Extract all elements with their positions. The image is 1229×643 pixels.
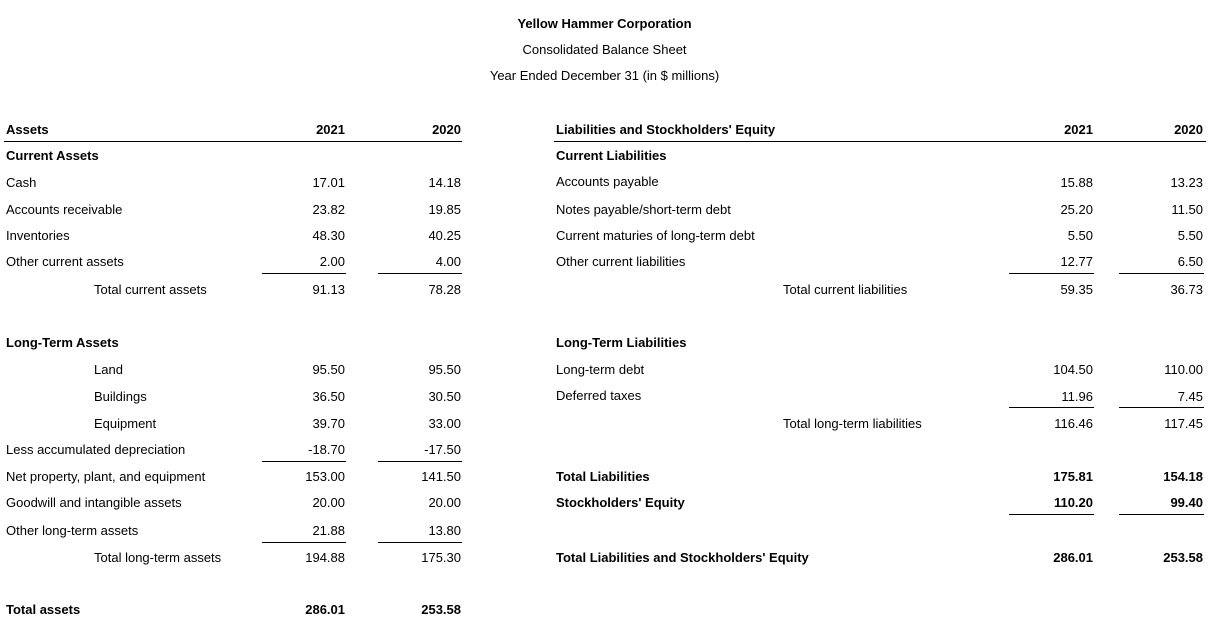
statement-period: Year Ended December 31 (in $ millions): [489, 68, 720, 83]
liability-value-2021: 15.88: [1060, 175, 1093, 190]
asset-value-2021: 2.00: [319, 254, 345, 269]
asset-label: Other current assets: [6, 254, 124, 269]
asset-value-2020: 175.30: [421, 550, 461, 565]
current-liabilities-heading: Current Liabilities: [556, 148, 667, 163]
asset-value-2020: 14.18: [428, 175, 461, 190]
subtotal-rule: [1009, 273, 1094, 274]
asset-value-2021: 48.30: [312, 228, 345, 243]
liability-value-2020: 6.50: [1177, 254, 1203, 269]
liability-label: Other current liabilities: [556, 254, 686, 269]
assets-year-2021: 2021: [316, 122, 345, 137]
subtotal-rule: [1119, 514, 1204, 515]
liability-value-2020: 36.73: [1170, 282, 1203, 297]
asset-value-2020: 30.50: [428, 389, 461, 404]
asset-value-2021: 153.00: [305, 469, 345, 484]
assets-year-2020: 2020: [432, 122, 461, 137]
subtotal-rule: [378, 542, 462, 543]
liability-value-2020: 7.45: [1177, 389, 1203, 404]
liability-value-2021: 11.96: [1061, 389, 1093, 404]
asset-value-2021: 39.70: [312, 416, 345, 431]
subtotal-rule: [378, 461, 462, 462]
asset-value-2020: 4.00: [435, 254, 461, 269]
assets-heading: Assets: [6, 122, 49, 137]
asset-value-2020: 13.80: [428, 523, 461, 538]
asset-label: Net property, plant, and equipment: [6, 469, 206, 484]
subtotal-rule: [1009, 407, 1094, 408]
asset-label: Cash: [6, 175, 37, 190]
stockholders-equity-2020: 99.40: [1170, 495, 1203, 510]
asset-value-2020: -17.50: [424, 442, 461, 457]
liability-subtotal-label: Total long-term liabilities: [783, 416, 922, 431]
liability-subtotal-label: Total current liabilities: [783, 282, 908, 297]
total-assets-2021: 286.01: [305, 602, 345, 617]
liability-value-2020: 110.00: [1164, 362, 1203, 377]
total-liabilities-equity-label: Total Liabilities and Stockholders' Equity: [556, 550, 809, 565]
liability-value-2021: 25.20: [1060, 202, 1093, 217]
total-assets-label: Total assets: [6, 602, 81, 617]
liabilities-header-rule: [554, 141, 1206, 142]
asset-label: Less accumulated depreciation: [6, 442, 186, 457]
liability-value-2021: 59.35: [1060, 282, 1093, 297]
asset-value-2020: 20.00: [428, 495, 461, 510]
liability-label: Accounts payable: [556, 174, 659, 189]
total-assets-2020: 253.58: [421, 602, 461, 617]
current-assets-heading: Current Assets: [6, 148, 99, 163]
statement-title: Consolidated Balance Sheet: [522, 42, 687, 57]
asset-label: Inventories: [6, 228, 70, 243]
asset-label: Other long-term assets: [6, 523, 139, 538]
company-name: Yellow Hammer Corporation: [517, 16, 692, 31]
asset-value-2020: 40.25: [428, 228, 461, 243]
liabilities-year-2021: 2021: [1064, 122, 1093, 137]
total-liabilities-equity-2021: 286.01: [1053, 550, 1093, 565]
asset-label: Equipment: [94, 416, 157, 431]
asset-value-2021: 21.88: [312, 523, 345, 538]
liability-value-2021: 116.46: [1054, 416, 1093, 431]
liability-value-2021: 5.50: [1067, 228, 1093, 243]
asset-value-2021: 91.13: [312, 282, 345, 297]
longterm-assets-heading: Long-Term Assets: [6, 335, 119, 350]
liability-label: Notes payable/short-term debt: [556, 202, 731, 217]
subtotal-rule: [1009, 514, 1094, 515]
subtotal-rule: [378, 273, 462, 274]
total-liabilities-equity-2020: 253.58: [1163, 550, 1203, 565]
asset-subtotal-label: Total current assets: [94, 282, 207, 297]
liability-label: Deferred taxes: [556, 388, 642, 403]
asset-label: Accounts receivable: [6, 202, 123, 217]
liability-label: Current maturies of long-term debt: [556, 228, 755, 243]
liability-value-2021: 12.77: [1060, 254, 1093, 269]
asset-value-2021: 20.00: [312, 495, 345, 510]
liability-value-2020: 5.50: [1177, 228, 1203, 243]
asset-value-2021: 17.01: [312, 175, 345, 190]
asset-value-2021: 23.82: [312, 202, 345, 217]
subtotal-rule: [1119, 407, 1204, 408]
liabilities-heading: Liabilities and Stockholders' Equity: [556, 122, 776, 137]
stockholders-equity-label: Stockholders' Equity: [556, 495, 685, 510]
stockholders-equity-2021: 110.20: [1053, 495, 1093, 510]
assets-header-rule: [4, 141, 462, 142]
liability-value-2021: 104.50: [1053, 362, 1093, 377]
asset-label: Goodwill and intangible assets: [6, 495, 182, 510]
asset-value-2021: -18.70: [308, 442, 345, 457]
liability-label: Long-term debt: [556, 362, 645, 377]
total-liabilities-2021: 175.81: [1053, 469, 1093, 484]
asset-label: Land: [94, 362, 123, 377]
total-liabilities-label: Total Liabilities: [556, 469, 650, 484]
asset-value-2020: 19.85: [428, 202, 461, 217]
subtotal-rule: [1119, 273, 1204, 274]
asset-value-2021: 36.50: [312, 389, 345, 404]
asset-label: Buildings: [94, 389, 147, 404]
asset-value-2020: 95.50: [428, 362, 461, 377]
liabilities-year-2020: 2020: [1174, 122, 1203, 137]
longterm-liabilities-heading: Long-Term Liabilities: [556, 335, 687, 350]
subtotal-rule: [262, 461, 346, 462]
asset-subtotal-label: Total long-term assets: [94, 550, 222, 565]
subtotal-rule: [262, 542, 346, 543]
asset-value-2021: 194.88: [305, 550, 345, 565]
liability-value-2020: 117.45: [1164, 416, 1203, 431]
subtotal-rule: [262, 273, 346, 274]
asset-value-2021: 95.50: [312, 362, 345, 377]
total-liabilities-2020: 154.18: [1163, 469, 1203, 484]
asset-value-2020: 33.00: [428, 416, 461, 431]
liability-value-2020: 11.50: [1171, 202, 1203, 217]
asset-value-2020: 141.50: [421, 469, 461, 484]
liability-value-2020: 13.23: [1170, 175, 1203, 190]
asset-value-2020: 78.28: [428, 282, 461, 297]
